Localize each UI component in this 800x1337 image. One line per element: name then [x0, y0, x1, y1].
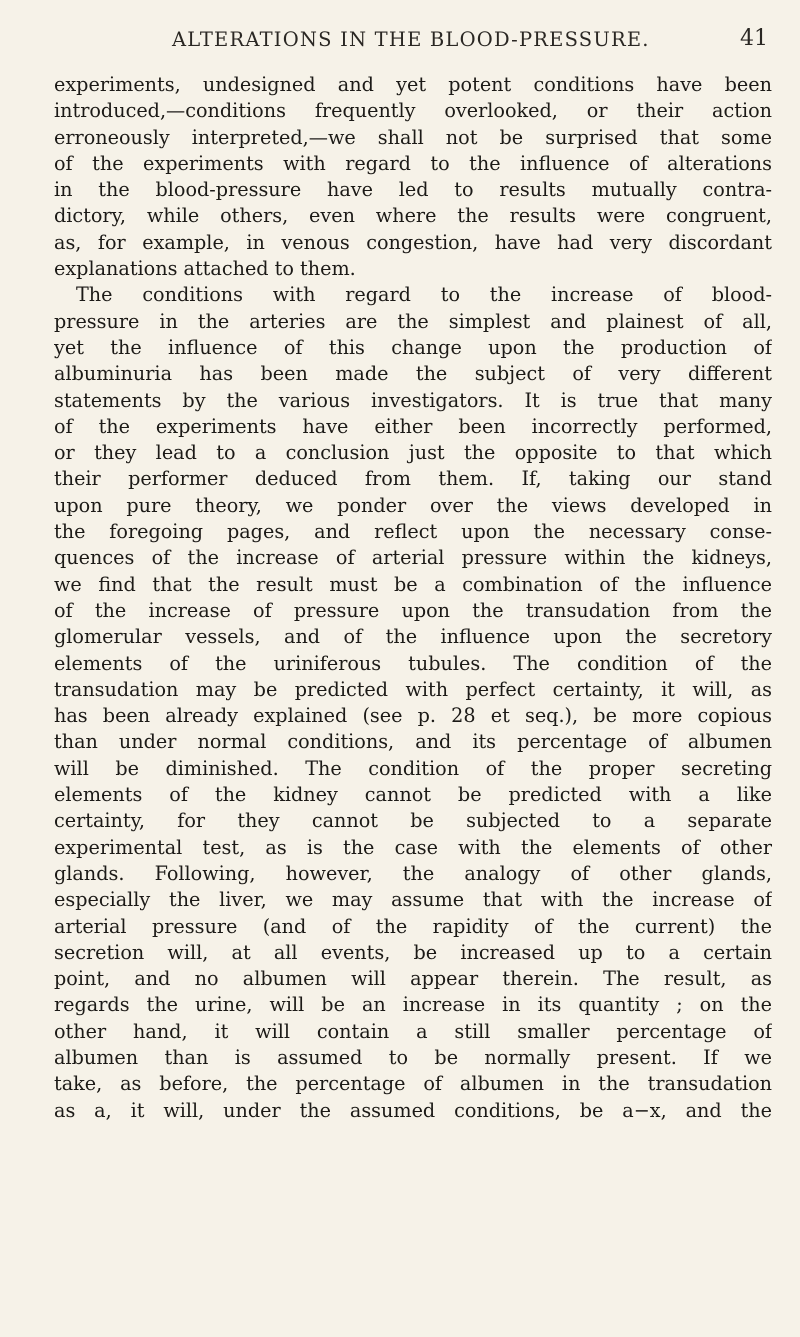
- text-line: secretion will, at all events, be increased up to a certain: [54, 940, 772, 964]
- text-line: of the experiments with regard to the influence of alterations: [54, 151, 772, 175]
- text-line: the foregoing pages, and reflect upon the necessary conse-: [54, 520, 772, 544]
- text-line: than under normal conditions, and its percentage of albumen: [54, 730, 772, 754]
- page-number: 41: [740, 26, 768, 51]
- text-line: we find that the result must be a combination of the influence: [54, 572, 772, 596]
- text-line: or they lead to a conclusion just the opposite to that which: [54, 441, 772, 465]
- text-line: point, and no albumen will appear therein. The result, as: [54, 967, 772, 991]
- text-line: regards the urine, will be an increase in its quantity ; on the: [54, 993, 772, 1017]
- text-line: in the blood-pressure have led to results mutually contra-: [54, 178, 772, 202]
- text-line: dictory, while others, even where the results were congruent,: [54, 204, 772, 228]
- text-line: transudation may be predicted with perfect certainty, it will, as: [54, 677, 772, 701]
- text-line: yet the influence of this change upon the production of: [54, 335, 772, 359]
- text-line: quences of the increase of arterial pressure within the kidneys,: [54, 546, 772, 570]
- text-line: glomerular vessels, and of the influence upon the secretory: [54, 625, 772, 649]
- text-line: upon pure theory, we ponder over the views developed in: [54, 493, 772, 517]
- text-line: statements by the various investigators. It is true that many: [54, 388, 772, 412]
- text-line: arterial pressure (and of the rapidity of the current) the: [54, 914, 772, 938]
- text-line: albumen than is assumed to be normally present. If we: [54, 1045, 772, 1069]
- text-line: take, as before, the percentage of albumen in the transudation: [54, 1072, 772, 1096]
- text-line: albuminuria has been made the subject of very different: [54, 362, 772, 386]
- text-line: certainty, for they cannot be subjected to a separate: [54, 809, 772, 833]
- text-line: of the experiments have either been incorrectly performed,: [54, 414, 772, 438]
- text-line: glands. Following, however, the analogy of other glands,: [54, 861, 772, 885]
- text-line: erroneously interpreted,—we shall not be surprised that some: [54, 125, 772, 149]
- text-line: other hand, it will contain a still smaller percentage of: [54, 1019, 772, 1043]
- text-line: The conditions with regard to the increase of blood-: [76, 283, 772, 307]
- text-line: of the increase of pressure upon the transudation from the: [54, 598, 772, 622]
- text-line: especially the liver, we may assume that with the increase of: [54, 888, 772, 912]
- body-text: [54, 72, 772, 1124]
- text-line: experimental test, as is the case with the elements of other: [54, 835, 772, 859]
- text-line: their performer deduced from them. If, taking our stand: [54, 467, 772, 491]
- text-line: experiments, undesigned and yet potent conditions have been: [54, 73, 772, 96]
- running-title: ALTERATIONS IN THE BLOOD-PRESSURE.: [172, 28, 650, 51]
- text-line: will be diminished. The condition of the proper secreting: [54, 756, 772, 780]
- text-line: explanations attached to them.: [54, 257, 356, 281]
- page-header: [54, 28, 772, 58]
- text-line: as a, it will, under the assumed conditions, be a−x, and the: [54, 1098, 772, 1122]
- text-line: as, for example, in venous congestion, have had very discordant: [54, 230, 772, 254]
- text-line: has been already explained (see p. 28 et seq.), be more copious: [54, 704, 772, 728]
- text-line: introduced,—conditions frequently overlooked, or their action: [54, 99, 772, 123]
- text-line: pressure in the arteries are the simplest and plainest of all,: [54, 309, 772, 333]
- text-line: elements of the kidney cannot be predicted with a like: [54, 783, 772, 807]
- text-line: elements of the uriniferous tubules. The condition of the: [54, 651, 772, 675]
